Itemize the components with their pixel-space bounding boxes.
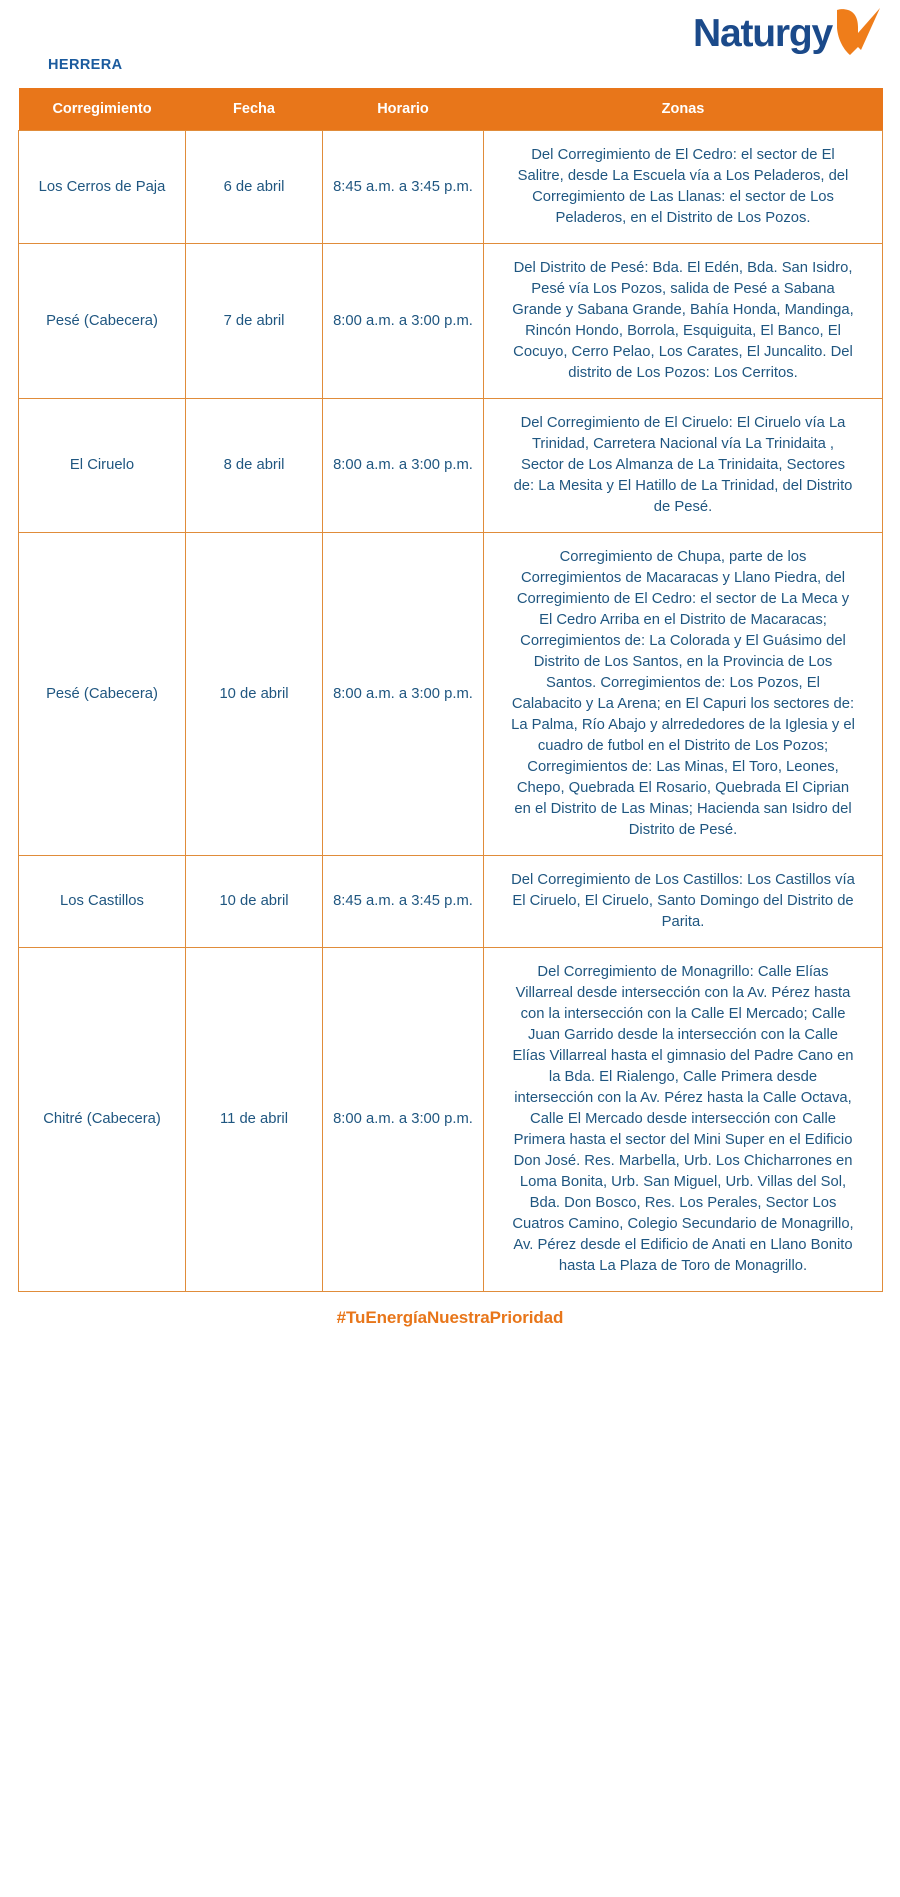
column-header-zonas: Zonas bbox=[484, 88, 883, 131]
column-header-horario: Horario bbox=[323, 88, 484, 131]
table-row bbox=[19, 244, 883, 399]
cell-corregimiento: Pesé (Cabecera) bbox=[19, 244, 186, 399]
outage-schedule-table-wrapper bbox=[18, 88, 882, 1292]
cell-horario: 8:00 a.m. a 3:00 p.m. bbox=[323, 948, 484, 1292]
footer-slogan: #TuEnergíaNuestraPrioridad bbox=[336, 1308, 564, 1327]
table-body bbox=[19, 131, 883, 1292]
naturgy-logo bbox=[693, 14, 882, 65]
cell-horario: 8:45 a.m. a 3:45 p.m. bbox=[323, 131, 484, 244]
table-row bbox=[19, 533, 883, 856]
column-header-corregimiento: Corregimiento bbox=[19, 88, 186, 131]
naturgy-wordmark: Naturgy bbox=[693, 12, 832, 55]
cell-zonas: Corregimiento de Chupa, parte de los Corregimientos de Macaracas y Llano Piedra, del Corregimiento de El Cedro: el sector de La Meca y El Cedro Arriba en el Distrito de Macaracas; Corregimientos de: La Colorada y El Guásimo del Distrito de Los Santos, en la Provincia de Los Santos. Corregimientos de: Los Pozos, El Calabacito y La Arena; en El Capuri los sectores de: La Palma, Río Abajo y alrrededores de la Iglesia y el cuadro de futbol en el Distrito de Los Pozos; Corregimientos de: Las Minas, El Toro, Leones, Chepo, Quebrada El Rosario, Quebrada El Ciprian en el Distrito de Las Minas; Hacienda san Isidro del Distrito de Pesé. bbox=[484, 533, 883, 856]
table-row bbox=[19, 948, 883, 1292]
table-row bbox=[19, 399, 883, 533]
cell-corregimiento: Los Castillos bbox=[19, 856, 186, 948]
cell-corregimiento: El Ciruelo bbox=[19, 399, 186, 533]
cell-fecha: 10 de abril bbox=[186, 533, 323, 856]
cell-corregimiento: Pesé (Cabecera) bbox=[19, 533, 186, 856]
cell-horario: 8:00 a.m. a 3:00 p.m. bbox=[323, 399, 484, 533]
cell-zonas: Del Corregimiento de El Ciruelo: El Ciruelo vía La Trinidad, Carretera Nacional vía La Trinidaita , Sector de Los Almanza de La Trinidaita, Sectores de: La Mesita y El Hatillo de La Trinidad, del Distrito de Pesé. bbox=[484, 399, 883, 533]
province-title: HERRERA bbox=[48, 57, 123, 73]
cell-fecha: 6 de abril bbox=[186, 131, 323, 244]
cell-corregimiento: Los Cerros de Paja bbox=[19, 131, 186, 244]
cell-horario: 8:00 a.m. a 3:00 p.m. bbox=[323, 244, 484, 399]
table-header-row bbox=[19, 88, 883, 131]
cell-zonas: Del Corregimiento de Los Castillos: Los Castillos vía El Ciruelo, El Ciruelo, Santo Domingo del Distrito de Parita. bbox=[484, 856, 883, 948]
cell-fecha: 8 de abril bbox=[186, 399, 323, 533]
cell-fecha: 11 de abril bbox=[186, 948, 323, 1292]
cell-horario: 8:00 a.m. a 3:00 p.m. bbox=[323, 533, 484, 856]
cell-fecha: 7 de abril bbox=[186, 244, 323, 399]
table-row bbox=[19, 856, 883, 948]
column-header-fecha: Fecha bbox=[186, 88, 323, 131]
outage-schedule-table bbox=[18, 88, 883, 1292]
cell-zonas: Del Corregimiento de El Cedro: el sector de El Salitre, desde La Escuela vía a Los Peladeros, del Corregimiento de Las Llanas: el sector de Los Peladeros, en el Distrito de Los Pozos. bbox=[484, 131, 883, 244]
cell-zonas: Del Corregimiento de Monagrillo: Calle Elías Villarreal desde intersección con la Av. Pérez hasta con la intersección con la Calle El Mercado; Calle Juan Garrido desde la intersección con la Calle Elías Villarreal hasta el gimnasio del Padre Cano en la Bda. El Rialengo, Calle Primera desde intersección con la Av. Pérez hasta la Calle Octava, Calle El Mercado desde intersección con Calle Primera hasta el sector del Mini Super en el Edificio Don José. Res. Marbella, Urb. Los Chicharrones en Loma Bonita, Urb. San Miguel, Urb. Villas del Sol, Bda. Don Bosco, Res. Los Perales, Sector Los Cuatros Camino, Colegio Secundario de Monagrillo, Av. Pérez desde el Edificio de Anati en Llano Bonito hasta La Plaza de Toro de Monagrillo. bbox=[484, 948, 883, 1292]
table-row bbox=[19, 131, 883, 244]
table-header bbox=[19, 88, 883, 131]
page-header bbox=[0, 0, 900, 88]
cell-fecha: 10 de abril bbox=[186, 856, 323, 948]
cell-corregimiento: Chitré (Cabecera) bbox=[19, 948, 186, 1292]
cell-horario: 8:45 a.m. a 3:45 p.m. bbox=[323, 856, 484, 948]
naturgy-flame-icon bbox=[834, 6, 882, 65]
cell-zonas: Del Distrito de Pesé: Bda. El Edén, Bda. San Isidro, Pesé vía Los Pozos, salida de Pesé a Sabana Grande y Sabana Grande, Bahía Honda, Mandinga, Rincón Hondo, Borrola, Esquiguita, El Banco, El Cocuyo, Cerro Pelao, Los Carates, El Juncalito. Del distrito de Los Pozos: Los Cerritos. bbox=[484, 244, 883, 399]
